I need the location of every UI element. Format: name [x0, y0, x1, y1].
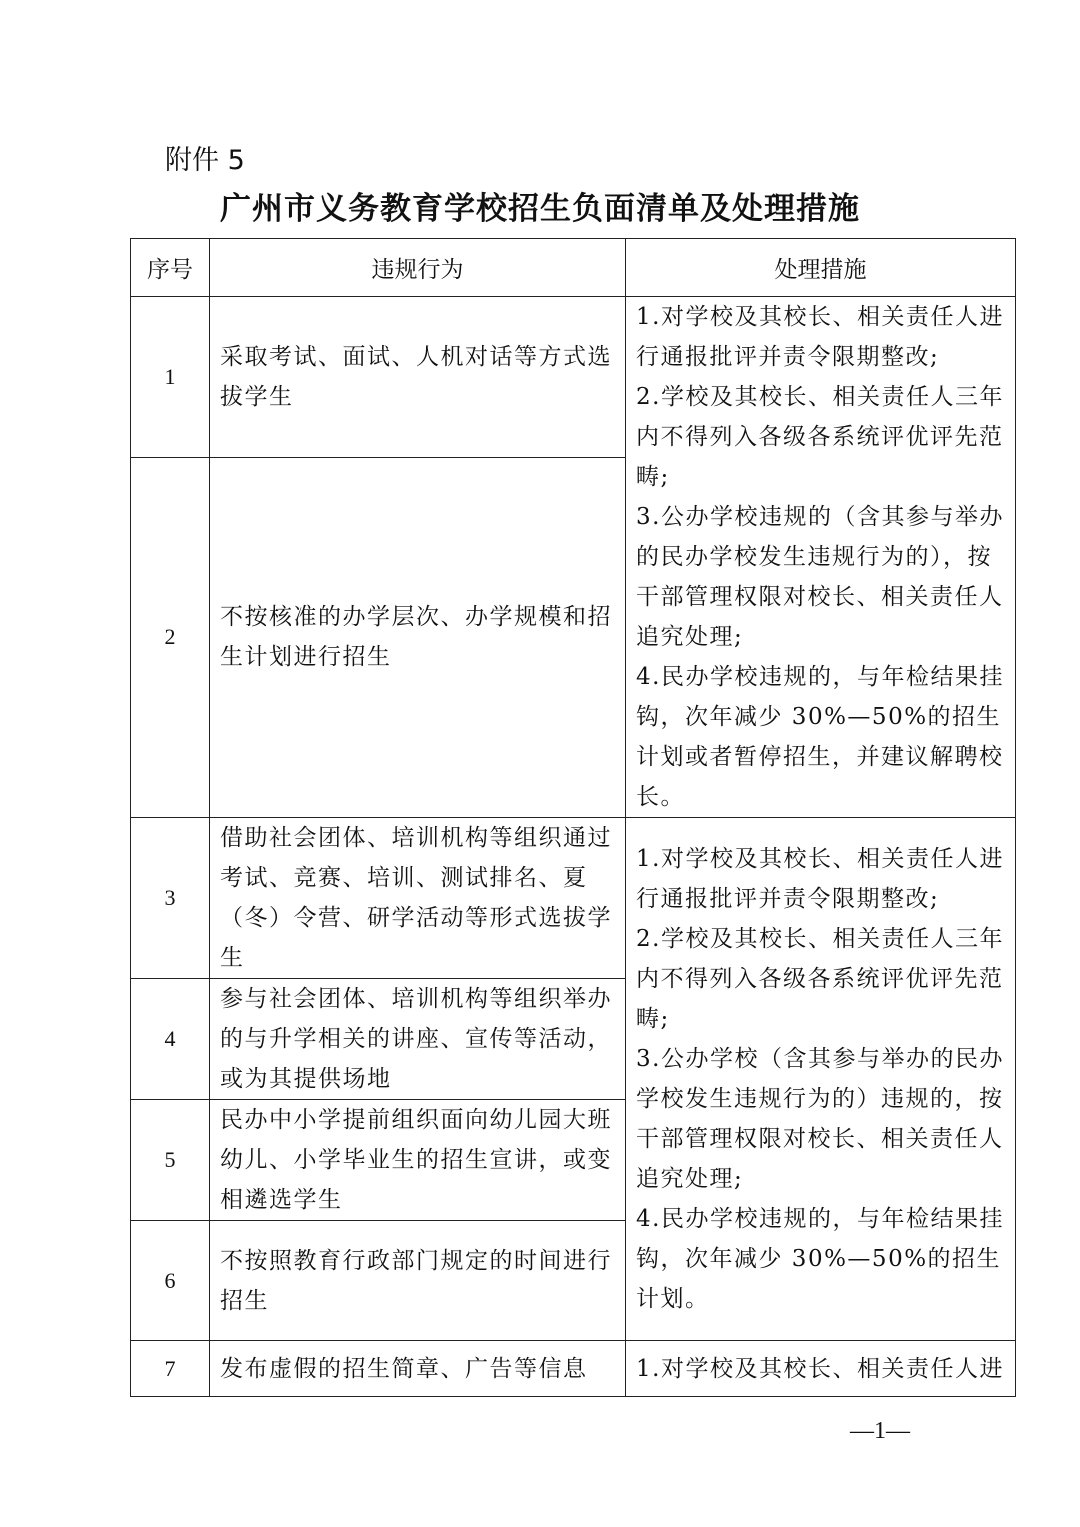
behavior-cell — [210, 297, 626, 458]
measures-text: 1.对学校及其校长、相关责任人进行通报批评并责令限期整改; 2.学校及其校长、相关责任人三年内不得列入各级各系统评优评先范畴; 3.公办学校违规的（含其参与举办的民办学校发生违规行为的），按干部管理权限对校长、相关责任人追究处理; 4.民办学校违规的，与年检结果挂钩，次年减少 30%—50%的招生计划或者暂停招生，并建议解聘校长。 — [636, 304, 1004, 810]
negative-list-table — [130, 238, 1016, 1397]
behavior-text: 不按核准的办学层次、办学规模和招生计划进行招生 — [220, 604, 612, 671]
measures-text: 1.对学校及其校长、相关责任人进行通报批评并责令限期整改; 2.学校及其校长、相关责任人三年内不得列入各级各系统评优评先范畴; 3.公办学校（含其参与举办的民办学校发生违规行为的）违规的，按干部管理权限对校长、相关责任人追究处理; 4.民办学校违规的，与年检结果挂钩，次年减少 30%—50%的招生计划。 — [636, 846, 1004, 1312]
row-number: 7 — [131, 1341, 210, 1397]
behavior-cell — [210, 457, 626, 817]
behavior-text: 发布虚假的招生简章、广告等信息 — [220, 1355, 588, 1382]
table-row — [131, 297, 1016, 458]
row-number: 3 — [131, 818, 210, 979]
page-number: —1— — [850, 1418, 910, 1444]
row-number: 6 — [131, 1221, 210, 1341]
behavior-cell — [210, 1221, 626, 1341]
measures-cell — [626, 297, 1016, 818]
header-no: 序号 — [131, 239, 210, 297]
table-row — [131, 1341, 1016, 1397]
behavior-text: 不按照教育行政部门规定的时间进行招生 — [220, 1247, 612, 1314]
row-number: 4 — [131, 979, 210, 1100]
behavior-cell — [210, 1341, 626, 1397]
table-header-row — [131, 239, 1016, 297]
measures-cell — [626, 1341, 1016, 1397]
behavior-cell — [210, 979, 626, 1100]
row-number: 5 — [131, 1100, 210, 1221]
table-row — [131, 818, 1016, 979]
row-number: 2 — [131, 457, 210, 817]
behavior-cell — [210, 818, 626, 979]
behavior-text: 采取考试、面试、人机对话等方式选拔学生 — [220, 343, 612, 410]
measures-cell — [626, 818, 1016, 1341]
attachment-label: 附件 5 — [165, 145, 245, 176]
document-title: 广州市义务教育学校招生负面清单及处理措施 — [220, 191, 860, 227]
row-number: 1 — [131, 297, 210, 458]
behavior-cell — [210, 1100, 626, 1221]
header-behavior: 违规行为 — [210, 239, 626, 297]
behavior-text: 借助社会团体、培训机构等组织通过考试、竞赛、培训、测试排名、夏（冬）令营、研学活动等形式选拔学生 — [220, 825, 612, 971]
measures-text: 1.对学校及其校长、相关责任人进 — [636, 1355, 1004, 1382]
behavior-text: 民办中小学提前组织面向幼儿园大班幼儿、小学毕业生的招生宣讲，或变相遴选学生 — [220, 1107, 612, 1213]
header-measures: 处理措施 — [626, 239, 1016, 297]
behavior-text: 参与社会团体、培训机构等组织举办的与升学相关的讲座、宣传等活动，或为其提供场地 — [220, 986, 612, 1092]
